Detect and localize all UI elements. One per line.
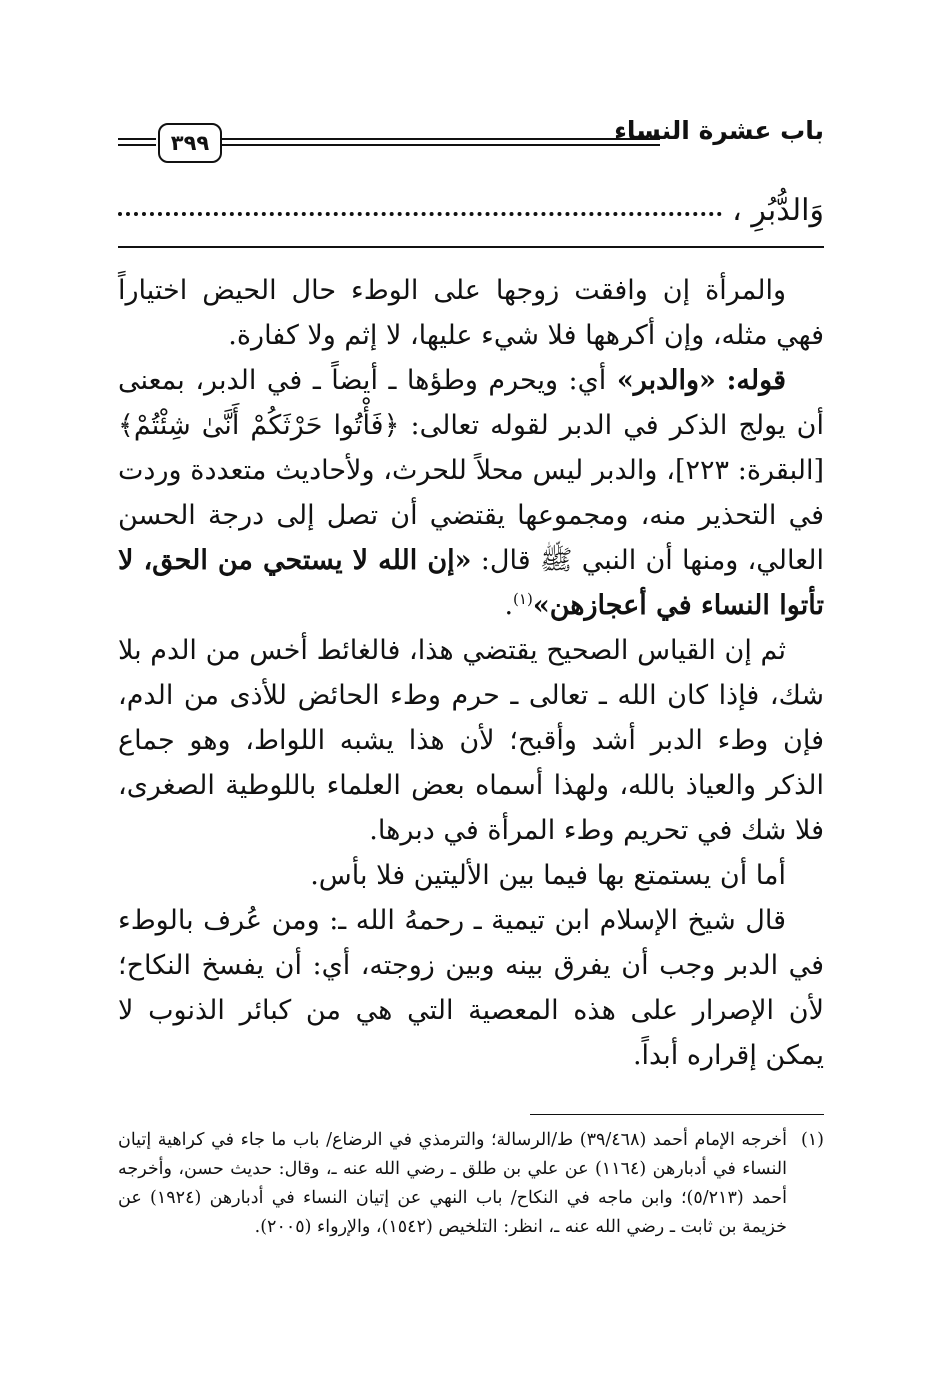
matn-term: «والدبر» (616, 365, 716, 396)
paragraph-2-end: . (504, 590, 514, 621)
matn-text: وَالدُّبُرِ ، (732, 193, 824, 228)
page-header (118, 116, 824, 166)
paragraph-1: والمرأة إن وافقت زوجها على الوطء حال الحيض اختياراً فهي مثله، وإن أكرهها فلا شيء عليها، لا إثم ولا كفارة. (118, 275, 824, 351)
main-text (118, 268, 824, 1078)
header-rule-left (118, 138, 156, 146)
footnote-text: أخرجه الإمام أحمد (٣٩/٤٦٨) ط/الرسالة؛ والترمذي في الرضاع/ باب ما جاء في كراهية إتيان النساء في أدبارهن (١١٦٤) عن علي بن طلق ـ رضي الله عنه ـ، وقال: حديث حسن، وأخرجه أحمد (٥/٢١٣)؛ وابن ماجه في النكاح/ باب النهي عن إتيان النساء في أدبارهن (١٩٢٤) عن خزيمة بن ثابت ـ رضي الله عنه ـ، انظر: التلخيص (١٥٤٢)، والإرواء (٢٠٠٥). (118, 1130, 787, 1237)
dotted-leader (118, 212, 722, 216)
matn-line (118, 188, 824, 228)
chapter-title: باب عشرة النساء (614, 116, 824, 145)
page-number: ٣٩٩ (158, 123, 222, 163)
header-rule (222, 138, 660, 146)
matn-separator (118, 246, 824, 248)
footnote (118, 1126, 824, 1242)
paragraph-2-text: أي: ويحرم وطؤها ـ أيضاً ـ في الدبر، بمعنى أن يولج الذكر في الدبر لقوله تعالى: ﴿فَأْتُوا حَرْثَكُمْ أَنَّىٰ شِئْتُمْ﴾ [البقرة: ٢٢٣]، والدبر ليس محلاً للحرث، ولأحاديث متعددة وردت في التحذير منه، ومجموعها يقتضي أن تصل إلى درجة الحسن العالي، ومنها أن النبي ﷺ قال: (118, 365, 825, 576)
commentary-label: قوله: (726, 365, 786, 396)
footnote-ref[interactable]: (١) (513, 590, 533, 608)
paragraph-3: ثم إن القياس الصحيح يقتضي هذا، فالغائط أخس من الدم بلا شك، فإذا كان الله ـ تعالى ـ حرم وطء الحائض للأذى من الدم، فإن وطء الدبر أشد وأقبح؛ لأن هذا يشبه اللواط، وهو جماع الذكر والعياذ بالله، ولهذا أسماه بعض العلماء باللوطية الصغرى، فلا شك في تحريم وطء المرأة في دبرها. (118, 635, 824, 846)
hadith-quote: «إن الله لا يستحي من الحق، لا تأتوا النساء في أعجازهن» (118, 545, 824, 621)
paragraph-4: أما أن يستمتع بها فيما بين الأليتين فلا بأس. (310, 860, 786, 891)
paragraph-2 (118, 358, 824, 628)
footnote-number: (١) (800, 1130, 824, 1150)
paragraph-5: قال شيخ الإسلام ابن تيمية ـ رحمهُ الله ـ: ومن عُرف بالوطء في الدبر وجب أن يفرق بينه وبين زوجته، أي: أن يفسخ النكاح؛ لأن الإصرار على هذه المعصية التي هي من كبائر الذنوب لا يمكن إقراره أبداً. (118, 905, 824, 1071)
footnote-separator (530, 1114, 824, 1115)
